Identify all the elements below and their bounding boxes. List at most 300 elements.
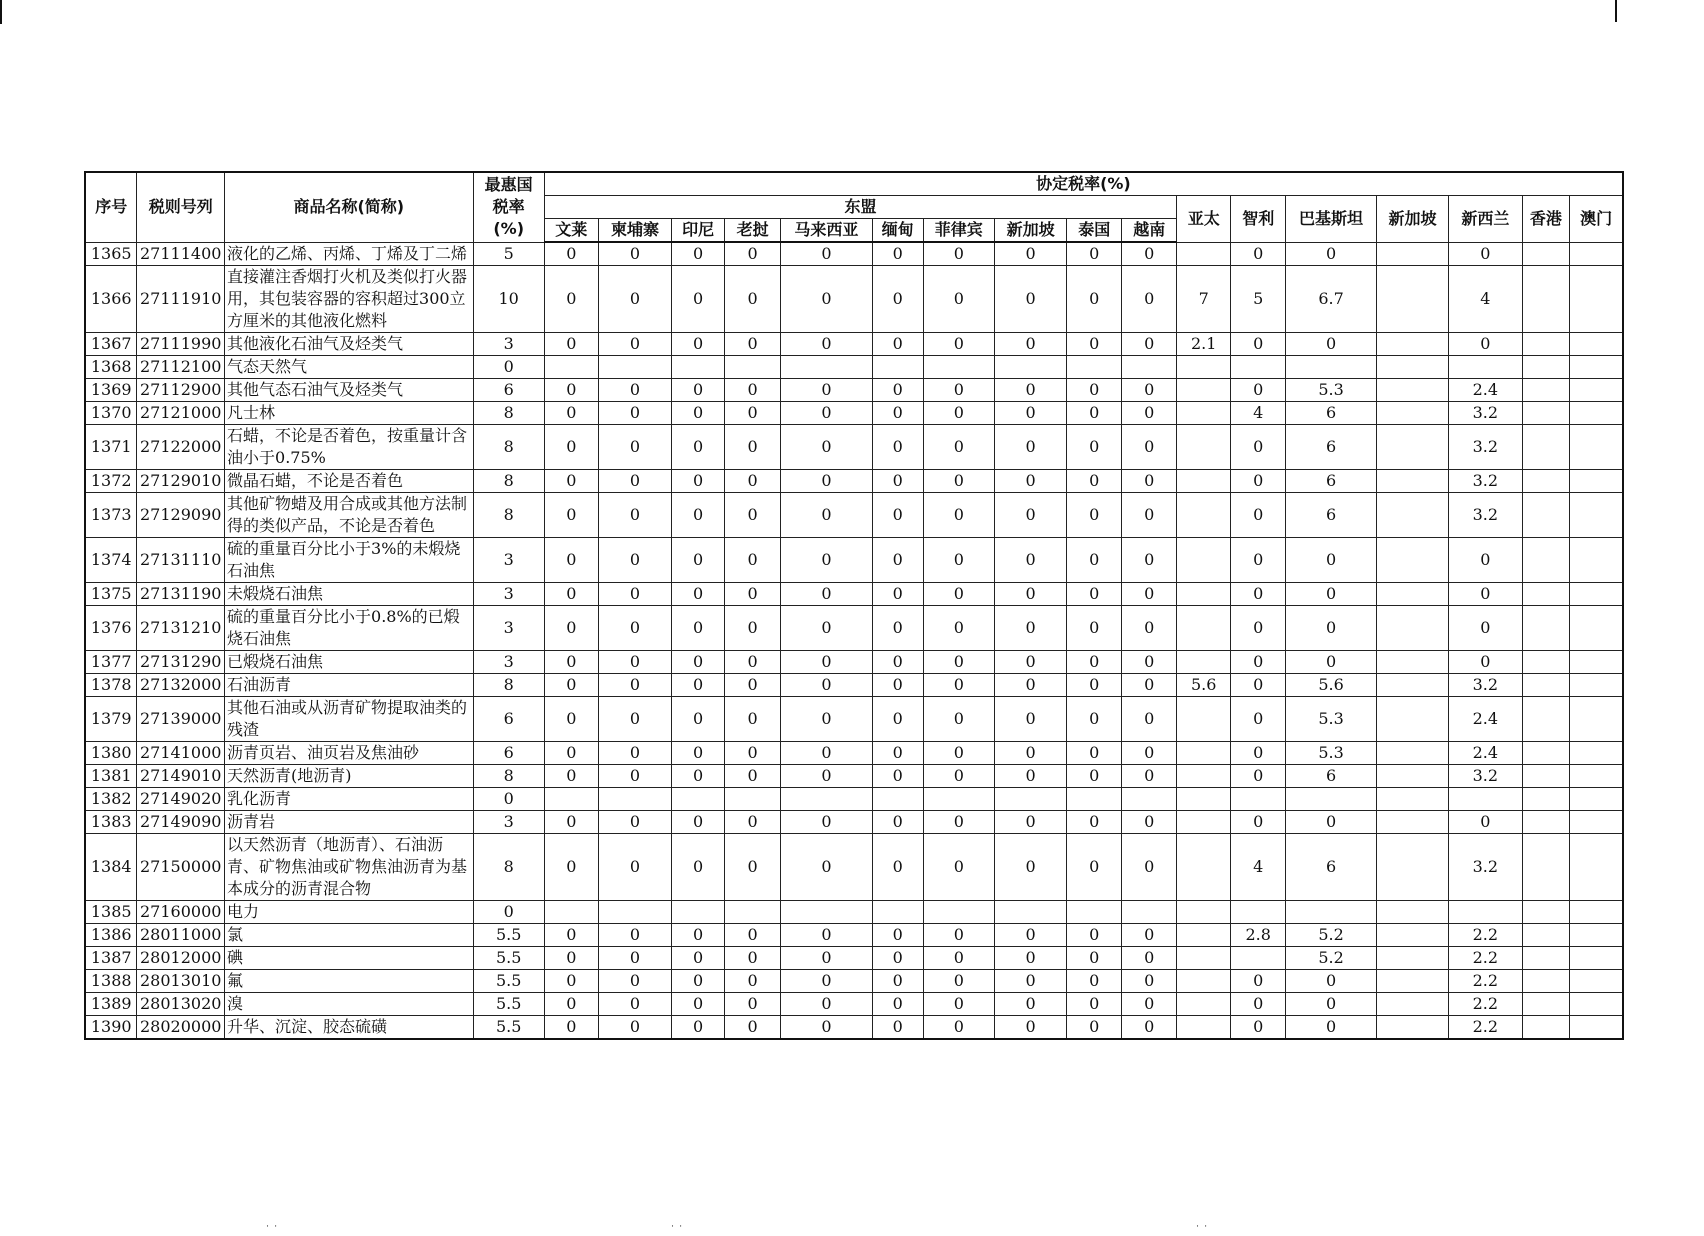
cell-other-rate: 0 bbox=[1286, 606, 1377, 651]
cell-other-rate bbox=[1570, 924, 1623, 947]
cell-asean-rate: 0 bbox=[672, 606, 725, 651]
cell-asean-rate: 0 bbox=[598, 266, 671, 333]
cell-seq: 1371 bbox=[85, 425, 137, 470]
cell-asean-rate: 0 bbox=[544, 425, 598, 470]
cell-other-rate: 0 bbox=[1449, 333, 1522, 356]
cell-other-rate bbox=[1177, 765, 1231, 788]
cell-asean-rate: 0 bbox=[725, 765, 781, 788]
cell-asean-rate: 0 bbox=[544, 266, 598, 333]
cell-asean-rate: 0 bbox=[598, 742, 671, 765]
cell-name: 凡士林 bbox=[225, 402, 474, 425]
cell-asean-rate: 0 bbox=[544, 811, 598, 834]
cell-asean-rate: 0 bbox=[781, 742, 873, 765]
cell-other-rate: 6.7 bbox=[1286, 266, 1377, 333]
cell-other-rate: 2.1 bbox=[1177, 333, 1231, 356]
cell-asean-rate: 0 bbox=[672, 970, 725, 993]
table-row bbox=[85, 242, 1623, 266]
cell-other-rate: 6 bbox=[1286, 470, 1377, 493]
cell-other-rate: 7 bbox=[1177, 266, 1231, 333]
cell-other-rate bbox=[1177, 811, 1231, 834]
cell-other-rate bbox=[1570, 470, 1623, 493]
cell-name: 已煅烧石油焦 bbox=[225, 651, 474, 674]
table-row bbox=[85, 583, 1623, 606]
cell-asean-rate: 0 bbox=[725, 538, 781, 583]
header-asean-member: 泰国 bbox=[1067, 219, 1122, 243]
cell-asean-rate: 0 bbox=[994, 970, 1066, 993]
cell-other-rate bbox=[1570, 402, 1623, 425]
cell-mfn: 6 bbox=[473, 742, 544, 765]
cell-other-rate: 6 bbox=[1286, 402, 1377, 425]
cell-name: 氯 bbox=[225, 924, 474, 947]
cell-other-rate bbox=[1231, 947, 1286, 970]
cell-asean-rate: 0 bbox=[1067, 834, 1122, 901]
cell-mfn: 5 bbox=[473, 242, 544, 266]
cell-code: 27132000 bbox=[137, 674, 225, 697]
cell-asean-rate: 0 bbox=[544, 765, 598, 788]
cell-other-rate: 4 bbox=[1231, 402, 1286, 425]
cell-asean-rate: 0 bbox=[598, 493, 671, 538]
cell-other-rate: 0 bbox=[1286, 242, 1377, 266]
cell-code: 27111990 bbox=[137, 333, 225, 356]
cell-asean-rate bbox=[1122, 788, 1177, 811]
cell-name: 碘 bbox=[225, 947, 474, 970]
cell-asean-rate: 0 bbox=[781, 993, 873, 1016]
cell-other-rate: 2.2 bbox=[1449, 947, 1522, 970]
cell-asean-rate: 0 bbox=[725, 379, 781, 402]
cell-code: 27129010 bbox=[137, 470, 225, 493]
cell-other-rate bbox=[1570, 811, 1623, 834]
cell-asean-rate: 0 bbox=[598, 834, 671, 901]
cell-asean-rate: 0 bbox=[672, 1016, 725, 1040]
cell-name: 微晶石蜡，不论是否着色 bbox=[225, 470, 474, 493]
cell-other-rate bbox=[1177, 425, 1231, 470]
cell-name: 天然沥青(地沥青) bbox=[225, 765, 474, 788]
cell-seq: 1377 bbox=[85, 651, 137, 674]
cell-asean-rate: 0 bbox=[672, 333, 725, 356]
cell-asean-rate: 0 bbox=[923, 765, 994, 788]
cell-asean-rate: 0 bbox=[1067, 583, 1122, 606]
cell-mfn: 8 bbox=[473, 674, 544, 697]
cell-other-rate bbox=[1376, 538, 1448, 583]
cell-other-rate bbox=[1177, 947, 1231, 970]
cell-other-rate: 0 bbox=[1231, 697, 1286, 742]
cell-asean-rate bbox=[872, 788, 923, 811]
cell-other-rate bbox=[1177, 470, 1231, 493]
cell-other-rate bbox=[1522, 402, 1570, 425]
cell-asean-rate: 0 bbox=[544, 970, 598, 993]
cell-asean-rate: 0 bbox=[1122, 1016, 1177, 1040]
cell-asean-rate: 0 bbox=[872, 674, 923, 697]
cell-asean-rate bbox=[725, 356, 781, 379]
cell-other-rate bbox=[1570, 834, 1623, 901]
cell-asean-rate: 0 bbox=[923, 651, 994, 674]
cell-other-rate bbox=[1449, 356, 1522, 379]
cell-asean-rate: 0 bbox=[1067, 379, 1122, 402]
table-row bbox=[85, 1016, 1623, 1040]
table-row bbox=[85, 924, 1623, 947]
header-asean-member: 越南 bbox=[1122, 219, 1177, 243]
cell-other-rate: 0 bbox=[1449, 606, 1522, 651]
cell-other-rate: 0 bbox=[1231, 742, 1286, 765]
cell-asean-rate: 0 bbox=[598, 538, 671, 583]
header-name: 商品名称(简称) bbox=[225, 172, 474, 242]
cell-asean-rate: 0 bbox=[1067, 811, 1122, 834]
cell-mfn: 8 bbox=[473, 765, 544, 788]
header-other: 澳门 bbox=[1570, 196, 1623, 243]
cell-asean-rate: 0 bbox=[1122, 674, 1177, 697]
cell-asean-rate bbox=[598, 356, 671, 379]
table-row bbox=[85, 651, 1623, 674]
cell-name: 沥青岩 bbox=[225, 811, 474, 834]
cell-asean-rate: 0 bbox=[923, 379, 994, 402]
cell-other-rate: 0 bbox=[1231, 425, 1286, 470]
cell-mfn: 3 bbox=[473, 333, 544, 356]
cell-asean-rate: 0 bbox=[923, 425, 994, 470]
cell-other-rate: 6 bbox=[1286, 834, 1377, 901]
cell-other-rate: 2.8 bbox=[1231, 924, 1286, 947]
cell-other-rate bbox=[1376, 1016, 1448, 1040]
cell-code: 27122000 bbox=[137, 425, 225, 470]
cell-asean-rate: 0 bbox=[1122, 266, 1177, 333]
scan-specks: ˙ ˙ bbox=[265, 1225, 279, 1236]
cell-other-rate bbox=[1177, 697, 1231, 742]
cell-asean-rate: 0 bbox=[544, 493, 598, 538]
cell-asean-rate: 0 bbox=[544, 333, 598, 356]
cell-seq: 1369 bbox=[85, 379, 137, 402]
cell-asean-rate: 0 bbox=[923, 333, 994, 356]
cell-asean-rate: 0 bbox=[1122, 811, 1177, 834]
cell-asean-rate: 0 bbox=[598, 811, 671, 834]
cell-asean-rate: 0 bbox=[1067, 1016, 1122, 1040]
cell-asean-rate: 0 bbox=[872, 402, 923, 425]
cell-mfn: 0 bbox=[473, 356, 544, 379]
cell-asean-rate: 0 bbox=[1122, 493, 1177, 538]
cell-asean-rate: 0 bbox=[544, 1016, 598, 1040]
header-asean-member: 马来西亚 bbox=[781, 219, 873, 243]
cell-asean-rate: 0 bbox=[1067, 333, 1122, 356]
cell-asean-rate: 0 bbox=[598, 379, 671, 402]
cell-other-rate: 0 bbox=[1449, 242, 1522, 266]
cell-asean-rate: 0 bbox=[1122, 425, 1177, 470]
table-row bbox=[85, 425, 1623, 470]
cell-asean-rate: 0 bbox=[872, 924, 923, 947]
cell-asean-rate: 0 bbox=[672, 470, 725, 493]
header-asean-member: 文莱 bbox=[544, 219, 598, 243]
cell-mfn: 5.5 bbox=[473, 993, 544, 1016]
cell-other-rate bbox=[1522, 742, 1570, 765]
cell-asean-rate: 0 bbox=[1067, 947, 1122, 970]
cell-seq: 1381 bbox=[85, 765, 137, 788]
cell-other-rate bbox=[1231, 788, 1286, 811]
table-row bbox=[85, 402, 1623, 425]
cell-asean-rate: 0 bbox=[923, 402, 994, 425]
cell-asean-rate: 0 bbox=[1067, 651, 1122, 674]
table-row bbox=[85, 470, 1623, 493]
cell-asean-rate: 0 bbox=[672, 493, 725, 538]
cell-other-rate: 0 bbox=[1231, 379, 1286, 402]
cell-other-rate bbox=[1570, 651, 1623, 674]
cell-asean-rate: 0 bbox=[725, 470, 781, 493]
cell-asean-rate bbox=[923, 901, 994, 924]
cell-asean-rate: 0 bbox=[725, 924, 781, 947]
cell-other-rate: 0 bbox=[1286, 970, 1377, 993]
cell-asean-rate: 0 bbox=[923, 266, 994, 333]
cell-asean-rate bbox=[1067, 901, 1122, 924]
cell-asean-rate: 0 bbox=[544, 538, 598, 583]
tariff-table-container bbox=[84, 171, 1624, 1040]
cell-asean-rate: 0 bbox=[598, 947, 671, 970]
cell-asean-rate: 0 bbox=[994, 493, 1066, 538]
cell-other-rate bbox=[1570, 493, 1623, 538]
table-row bbox=[85, 538, 1623, 583]
cell-other-rate bbox=[1376, 993, 1448, 1016]
cell-other-rate: 2.2 bbox=[1449, 993, 1522, 1016]
cell-asean-rate: 0 bbox=[781, 765, 873, 788]
cell-other-rate bbox=[1522, 266, 1570, 333]
cell-mfn: 3 bbox=[473, 606, 544, 651]
cell-code: 27131210 bbox=[137, 606, 225, 651]
cell-asean-rate bbox=[1122, 901, 1177, 924]
cell-asean-rate: 0 bbox=[994, 583, 1066, 606]
cell-asean-rate: 0 bbox=[781, 242, 873, 266]
cell-other-rate bbox=[1376, 834, 1448, 901]
cell-asean-rate: 0 bbox=[872, 811, 923, 834]
cell-asean-rate bbox=[1067, 788, 1122, 811]
cell-other-rate bbox=[1286, 788, 1377, 811]
table-row bbox=[85, 993, 1623, 1016]
cell-other-rate bbox=[1522, 606, 1570, 651]
cell-code: 27149090 bbox=[137, 811, 225, 834]
cell-asean-rate: 0 bbox=[923, 970, 994, 993]
cell-other-rate: 6 bbox=[1286, 765, 1377, 788]
cell-other-rate bbox=[1376, 924, 1448, 947]
cell-asean-rate: 0 bbox=[1122, 742, 1177, 765]
cell-mfn: 3 bbox=[473, 538, 544, 583]
cell-seq: 1386 bbox=[85, 924, 137, 947]
cell-asean-rate: 0 bbox=[872, 606, 923, 651]
cell-other-rate: 0 bbox=[1231, 970, 1286, 993]
cell-other-rate bbox=[1376, 811, 1448, 834]
cell-other-rate: 2.4 bbox=[1449, 697, 1522, 742]
cell-other-rate: 0 bbox=[1231, 242, 1286, 266]
cell-seq: 1390 bbox=[85, 1016, 137, 1040]
cell-asean-rate: 0 bbox=[725, 970, 781, 993]
cell-asean-rate: 0 bbox=[544, 583, 598, 606]
cell-asean-rate bbox=[923, 788, 994, 811]
cell-asean-rate: 0 bbox=[598, 924, 671, 947]
cell-other-rate: 2.2 bbox=[1449, 1016, 1522, 1040]
cell-other-rate bbox=[1376, 697, 1448, 742]
cell-asean-rate: 0 bbox=[544, 651, 598, 674]
cell-other-rate bbox=[1522, 924, 1570, 947]
cell-other-rate bbox=[1177, 583, 1231, 606]
cell-asean-rate: 0 bbox=[994, 697, 1066, 742]
cell-asean-rate: 0 bbox=[598, 425, 671, 470]
table-row bbox=[85, 674, 1623, 697]
cell-asean-rate: 0 bbox=[1067, 674, 1122, 697]
cell-name: 以天然沥青（地沥青）、石油沥青、矿物焦油或矿物焦油沥青为基本成分的沥青混合物 bbox=[225, 834, 474, 901]
cell-other-rate bbox=[1286, 901, 1377, 924]
cell-asean-rate: 0 bbox=[544, 674, 598, 697]
cell-other-rate bbox=[1570, 425, 1623, 470]
cell-name: 电力 bbox=[225, 901, 474, 924]
cell-asean-rate: 0 bbox=[1067, 538, 1122, 583]
cell-asean-rate: 0 bbox=[994, 674, 1066, 697]
cell-seq: 1375 bbox=[85, 583, 137, 606]
cell-asean-rate: 0 bbox=[923, 811, 994, 834]
cell-other-rate bbox=[1376, 425, 1448, 470]
cell-other-rate bbox=[1286, 356, 1377, 379]
cell-other-rate bbox=[1522, 538, 1570, 583]
cell-asean-rate: 0 bbox=[872, 242, 923, 266]
header-asean-member: 缅甸 bbox=[872, 219, 923, 243]
cell-asean-rate: 0 bbox=[781, 1016, 873, 1040]
header-asean-member: 菲律宾 bbox=[923, 219, 994, 243]
cell-other-rate bbox=[1376, 470, 1448, 493]
cell-other-rate bbox=[1522, 493, 1570, 538]
cell-other-rate bbox=[1376, 266, 1448, 333]
cell-other-rate: 3.2 bbox=[1449, 493, 1522, 538]
cell-asean-rate: 0 bbox=[672, 651, 725, 674]
cell-name: 液化的乙烯、丙烯、丁烯及丁二烯 bbox=[225, 242, 474, 266]
cell-asean-rate: 0 bbox=[872, 583, 923, 606]
cell-asean-rate: 0 bbox=[923, 674, 994, 697]
cell-name: 硫的重量百分比小于3%的未煅烧石油焦 bbox=[225, 538, 474, 583]
cell-other-rate bbox=[1177, 402, 1231, 425]
cell-name: 石蜡，不论是否着色，按重量计含油小于0.75% bbox=[225, 425, 474, 470]
cell-asean-rate: 0 bbox=[1067, 742, 1122, 765]
cell-other-rate bbox=[1570, 379, 1623, 402]
cell-mfn: 6 bbox=[473, 697, 544, 742]
cell-asean-rate: 0 bbox=[994, 379, 1066, 402]
cell-other-rate bbox=[1522, 811, 1570, 834]
cell-asean-rate: 0 bbox=[1122, 947, 1177, 970]
cell-other-rate: 5.3 bbox=[1286, 742, 1377, 765]
cell-other-rate bbox=[1376, 765, 1448, 788]
cell-asean-rate: 0 bbox=[781, 606, 873, 651]
cell-asean-rate: 0 bbox=[544, 834, 598, 901]
cell-other-rate bbox=[1570, 742, 1623, 765]
cell-seq: 1370 bbox=[85, 402, 137, 425]
cell-asean-rate: 0 bbox=[994, 742, 1066, 765]
header-asean-member: 印尼 bbox=[672, 219, 725, 243]
cell-mfn: 8 bbox=[473, 470, 544, 493]
cell-seq: 1380 bbox=[85, 742, 137, 765]
cell-asean-rate: 0 bbox=[923, 834, 994, 901]
cell-seq: 1387 bbox=[85, 947, 137, 970]
cell-other-rate bbox=[1570, 993, 1623, 1016]
cell-other-rate bbox=[1376, 947, 1448, 970]
cell-asean-rate: 0 bbox=[1067, 697, 1122, 742]
cell-name: 其他液化石油气及烃类气 bbox=[225, 333, 474, 356]
cell-asean-rate: 0 bbox=[672, 811, 725, 834]
cell-other-rate bbox=[1376, 356, 1448, 379]
cell-other-rate bbox=[1522, 697, 1570, 742]
cell-code: 27131290 bbox=[137, 651, 225, 674]
cell-mfn: 0 bbox=[473, 788, 544, 811]
cell-asean-rate: 0 bbox=[544, 697, 598, 742]
cell-asean-rate: 0 bbox=[598, 242, 671, 266]
cell-name: 溴 bbox=[225, 993, 474, 1016]
cell-asean-rate bbox=[781, 356, 873, 379]
cell-asean-rate: 0 bbox=[994, 947, 1066, 970]
cell-name: 沥青页岩、油页岩及焦油砂 bbox=[225, 742, 474, 765]
table-row bbox=[85, 697, 1623, 742]
cell-name: 其他矿物蜡及用合成或其他方法制得的类似产品，不论是否着色 bbox=[225, 493, 474, 538]
cell-other-rate bbox=[1570, 947, 1623, 970]
cell-asean-rate: 0 bbox=[781, 811, 873, 834]
cell-asean-rate: 0 bbox=[781, 583, 873, 606]
cell-mfn: 5.5 bbox=[473, 1016, 544, 1040]
cell-asean-rate bbox=[1122, 356, 1177, 379]
cell-code: 28011000 bbox=[137, 924, 225, 947]
cell-asean-rate: 0 bbox=[672, 993, 725, 1016]
cell-asean-rate: 0 bbox=[725, 333, 781, 356]
cell-other-rate bbox=[1570, 1016, 1623, 1040]
cell-mfn: 10 bbox=[473, 266, 544, 333]
cell-other-rate bbox=[1570, 242, 1623, 266]
cell-code: 27112100 bbox=[137, 356, 225, 379]
cell-asean-rate: 0 bbox=[725, 993, 781, 1016]
table-row bbox=[85, 379, 1623, 402]
cell-asean-rate bbox=[598, 788, 671, 811]
cell-asean-rate: 0 bbox=[544, 402, 598, 425]
cell-asean-rate bbox=[725, 901, 781, 924]
cell-other-rate bbox=[1522, 425, 1570, 470]
cell-asean-rate bbox=[544, 901, 598, 924]
cell-asean-rate: 0 bbox=[872, 765, 923, 788]
cell-asean-rate: 0 bbox=[1067, 493, 1122, 538]
cell-other-rate: 5.6 bbox=[1286, 674, 1377, 697]
cell-other-rate bbox=[1449, 901, 1522, 924]
cell-other-rate: 0 bbox=[1449, 538, 1522, 583]
cell-asean-rate bbox=[544, 788, 598, 811]
cell-asean-rate: 0 bbox=[725, 674, 781, 697]
cell-asean-rate: 0 bbox=[994, 606, 1066, 651]
cell-asean-rate: 0 bbox=[1122, 606, 1177, 651]
cell-asean-rate: 0 bbox=[781, 425, 873, 470]
cell-asean-rate: 0 bbox=[1067, 993, 1122, 1016]
cell-other-rate: 0 bbox=[1286, 811, 1377, 834]
cell-asean-rate: 0 bbox=[725, 493, 781, 538]
cell-asean-rate: 0 bbox=[598, 606, 671, 651]
cell-other-rate bbox=[1522, 901, 1570, 924]
cell-asean-rate: 0 bbox=[672, 402, 725, 425]
cell-other-rate: 5.2 bbox=[1286, 947, 1377, 970]
cell-asean-rate: 0 bbox=[872, 470, 923, 493]
header-agreement: 协定税率(%) bbox=[544, 172, 1623, 196]
table-row bbox=[85, 493, 1623, 538]
table-row bbox=[85, 765, 1623, 788]
cell-asean-rate: 0 bbox=[672, 379, 725, 402]
cell-asean-rate: 0 bbox=[872, 266, 923, 333]
cell-other-rate bbox=[1570, 266, 1623, 333]
cell-asean-rate: 0 bbox=[994, 811, 1066, 834]
cell-asean-rate: 0 bbox=[598, 402, 671, 425]
tariff-table-body bbox=[85, 242, 1623, 1039]
cell-mfn: 8 bbox=[473, 402, 544, 425]
cell-asean-rate: 0 bbox=[725, 742, 781, 765]
cell-other-rate: 0 bbox=[1231, 538, 1286, 583]
cell-name: 升华、沉淀、胶态硫磺 bbox=[225, 1016, 474, 1040]
cell-other-rate bbox=[1570, 970, 1623, 993]
cell-other-rate bbox=[1522, 834, 1570, 901]
cell-code: 27160000 bbox=[137, 901, 225, 924]
cell-other-rate bbox=[1376, 742, 1448, 765]
cell-name: 其他石油或从沥青矿物提取油类的残渣 bbox=[225, 697, 474, 742]
cell-other-rate bbox=[1522, 993, 1570, 1016]
cell-other-rate bbox=[1376, 583, 1448, 606]
